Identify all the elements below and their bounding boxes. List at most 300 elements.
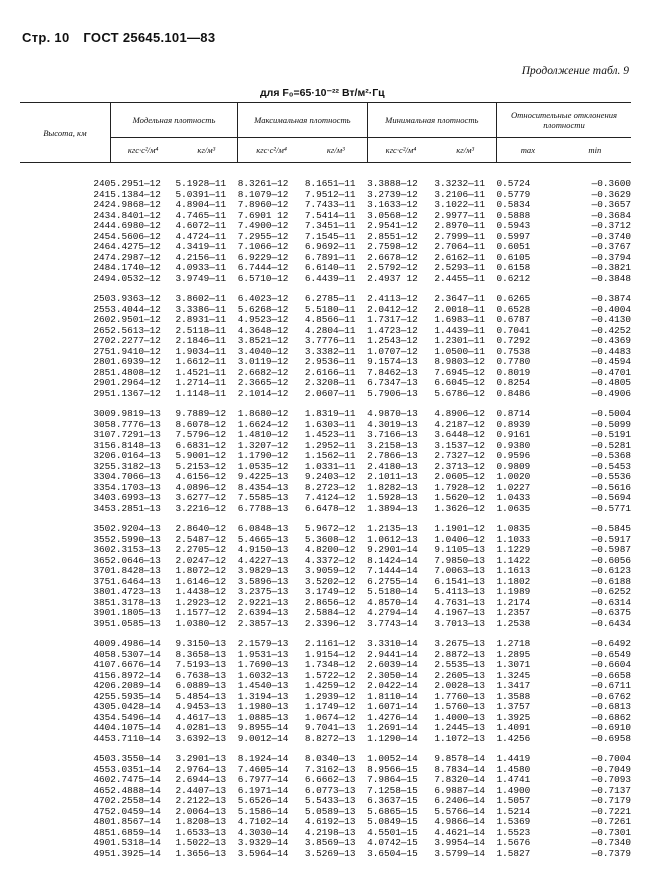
model-kgs-cell: 3.3550—14 xyxy=(110,753,161,764)
max-kg-cell: 7.7433—11 xyxy=(304,199,356,210)
height-cell: 360 xyxy=(93,544,111,555)
rel-max-cell: 0.6158 xyxy=(496,262,531,273)
model-kgs-cell: 2.3153—13 xyxy=(110,544,161,555)
min-kgs-cell: 3.0568—12 xyxy=(367,209,418,221)
model-kgs-cell: 1.3178—13 xyxy=(110,596,161,608)
model-kg-cell: 1.3656—13 xyxy=(175,847,227,859)
table-row xyxy=(20,545,631,556)
model-kgs-cell: 1.1805—13 xyxy=(110,607,161,618)
min-kgs-cell: 4.2794—14 xyxy=(367,607,418,618)
model-kgs-cell: 4.6980—12 xyxy=(110,220,161,231)
table-row xyxy=(20,430,631,441)
model-kgs-cell: 1.6859—14 xyxy=(110,826,161,838)
min-kg-cell: 4.4621—14 xyxy=(434,826,485,838)
max-kg-cell: 4.8200—12 xyxy=(304,544,356,555)
min-kgs-cell: 3.2158—13 xyxy=(367,439,418,451)
min-kgs-cell: 1.7317—12 xyxy=(367,314,418,325)
min-kg-cell: 2.7327—12 xyxy=(434,450,485,461)
table-row xyxy=(20,242,631,253)
height-cell: 470 xyxy=(93,795,111,806)
col-model-header: Модельная плотность xyxy=(110,103,237,138)
rel-min-cell: —0.6658 xyxy=(591,669,631,681)
table-row xyxy=(20,754,631,765)
rel-max-cell: 1.0635 xyxy=(496,502,531,514)
model-kgs-cell: 1.1367—12 xyxy=(110,387,161,399)
model-kgs-cell: 8.7776—13 xyxy=(110,418,161,430)
height-cell: 320 xyxy=(93,450,111,461)
table-row xyxy=(20,179,631,190)
max-kgs-cell: 3.5964—14 xyxy=(237,847,289,859)
model-kgs-cell: 6.8972—14 xyxy=(110,669,161,681)
max-kg-cell: 6.0773—13 xyxy=(304,784,356,796)
model-kgs-cell: 6.2089—14 xyxy=(110,680,161,691)
min-kgs-cell: 3.7166—13 xyxy=(367,429,418,440)
table-row xyxy=(20,493,631,504)
rel-min-cell: —0.3821 xyxy=(591,262,631,273)
model-kgs-cell: 1.0585—13 xyxy=(110,617,161,629)
rel-max-cell: 1.5523 xyxy=(496,826,531,838)
model-kgs-cell: 5.3182—13 xyxy=(110,460,161,472)
height-cell: 249 xyxy=(93,272,111,284)
rel-min-cell: —0.3657 xyxy=(591,199,631,210)
model-kg-cell: 3.6277—12 xyxy=(175,492,227,503)
max-kgs-cell: 6.0848—13 xyxy=(237,523,289,534)
height-cell: 280 xyxy=(93,356,111,367)
model-kg-cell: 4.2156—11 xyxy=(175,251,227,263)
min-kgs-cell: 3.3888—12 xyxy=(367,178,418,189)
model-kg-cell: 2.2122—13 xyxy=(175,795,227,806)
col-max-header: Максимальная плотность xyxy=(238,103,367,138)
model-kgs-cell: 4.1740—12 xyxy=(110,262,161,273)
max-kgs-cell: 1.0885—13 xyxy=(237,711,289,723)
rel-max-cell: 0.5888 xyxy=(496,209,531,221)
rel-max-cell: 0.8939 xyxy=(496,418,531,430)
rel-max-cell: 1.3417 xyxy=(496,680,531,691)
max-kg-cell: 1.2939—12 xyxy=(304,690,356,702)
table-row xyxy=(20,263,631,274)
rel-max-cell: 1.1422 xyxy=(496,554,531,566)
max-kg-cell: 5.5180—11 xyxy=(304,303,356,315)
max-kgs-cell: 6.1971—14 xyxy=(237,784,289,796)
height-cell: 285 xyxy=(93,366,111,378)
max-kgs-cell: 2.6394—13 xyxy=(237,607,289,618)
table-row xyxy=(20,409,631,420)
max-kg-cell: 6.7891—11 xyxy=(304,251,356,263)
max-kg-cell: 5.9672—12 xyxy=(304,523,356,534)
max-kg-cell: 6.4439—11 xyxy=(304,272,356,284)
max-kg-cell: 2.6166—11 xyxy=(304,366,356,378)
height-cell: 450 xyxy=(93,753,111,764)
min-kg-cell: 1.5760—13 xyxy=(434,701,485,712)
table-row xyxy=(20,660,631,671)
model-kg-cell: 4.6156—12 xyxy=(175,471,227,482)
min-kgs-cell: 1.1290—14 xyxy=(367,732,418,744)
model-kg-cell: 2.9764—13 xyxy=(175,763,227,775)
height-cell: 400 xyxy=(93,638,111,649)
model-kgs-cell: 4.4275—12 xyxy=(110,241,161,252)
model-kg-cell: 3.2216—12 xyxy=(175,502,227,514)
height-cell: 390 xyxy=(93,607,111,618)
max-kg-cell: 5.0589—13 xyxy=(304,805,356,817)
model-kg-cell: 9.3150—13 xyxy=(175,638,227,649)
rel-max-cell: 0.6105 xyxy=(496,251,531,263)
height-cell: 248 xyxy=(93,262,111,273)
rel-min-cell: —0.3629 xyxy=(591,188,631,200)
rel-min-cell: —0.7179 xyxy=(591,795,631,806)
height-cell: 430 xyxy=(93,701,111,712)
model-kg-cell: 7.5193—13 xyxy=(175,659,227,670)
rel-min-cell: —0.4252 xyxy=(591,324,631,336)
rel-min-cell: —0.4130 xyxy=(591,314,631,325)
model-kgs-cell: 2.2277—12 xyxy=(110,335,161,346)
rel-min-cell: —0.3874 xyxy=(591,293,631,304)
min-kgs-cell: 7.9864—15 xyxy=(367,774,418,785)
page-number: Стр. 10 xyxy=(22,30,70,45)
max-kgs-cell: 1.6032—13 xyxy=(237,669,289,681)
max-kgs-cell: 7.1066—12 xyxy=(237,241,289,252)
rel-min-cell: —0.7049 xyxy=(591,763,631,775)
rel-max-cell: 1.0433 xyxy=(496,492,531,503)
min-kg-cell: 1.5620—12 xyxy=(434,492,485,503)
rel-min-cell: —0.4906 xyxy=(591,387,631,399)
height-cell: 380 xyxy=(93,586,111,597)
min-kg-cell: 1.2445—13 xyxy=(434,722,485,733)
max-kgs-cell: 7.4605—14 xyxy=(237,763,289,775)
model-kg-cell: 4.0933—11 xyxy=(175,262,227,273)
table-row xyxy=(20,608,631,619)
model-kg-cell: 2.0247—12 xyxy=(175,554,227,566)
rel-min-cell: —0.6252 xyxy=(591,586,631,597)
min-kg-cell: 3.9954—14 xyxy=(434,837,485,848)
model-kgs-cell: 1.4723—13 xyxy=(110,586,161,597)
rel-min-cell: —0.5191 xyxy=(591,429,631,440)
rel-min-cell: —0.6958 xyxy=(591,732,631,744)
height-cell: 260 xyxy=(93,314,111,325)
min-kgs-cell: 4.3019—13 xyxy=(367,418,418,430)
model-kgs-cell: 2.9501—12 xyxy=(110,314,161,325)
rel-max-cell: 0.5834 xyxy=(496,199,531,210)
standard-code: ГОСТ 25645.101—83 xyxy=(83,30,216,45)
min-kg-cell: 1.7760—13 xyxy=(434,690,485,702)
min-kg-cell: 5.4113—13 xyxy=(434,586,485,597)
max-kgs-cell: 9.8955—14 xyxy=(237,722,289,733)
height-cell: 405 xyxy=(93,648,111,660)
model-kg-cell: 4.4724—11 xyxy=(175,230,227,242)
height-cell: 305 xyxy=(93,418,111,430)
model-kg-cell: 4.8904—11 xyxy=(175,199,227,210)
min-kgs-cell: 1.0052—14 xyxy=(367,753,418,764)
min-kgs-cell: 1.0612—13 xyxy=(367,533,418,545)
height-cell: 265 xyxy=(93,324,111,336)
table-row xyxy=(20,734,631,745)
min-kgs-cell: 1.2135—13 xyxy=(367,523,418,534)
max-kg-cell: 7.3451—11 xyxy=(304,220,356,231)
model-kgs-cell: 3.6993—13 xyxy=(110,492,161,503)
min-kgs-cell: 1.2543—12 xyxy=(367,335,418,346)
rel-min-cell: —0.5453 xyxy=(591,460,631,472)
min-kg-cell: 8.7834—14 xyxy=(434,763,485,775)
max-kgs-cell: 6.7788—13 xyxy=(237,502,289,514)
max-kg-cell: 4.3372—12 xyxy=(304,554,356,566)
unit-header: кг/м³ xyxy=(434,138,496,163)
min-kg-cell: 3.7013—13 xyxy=(434,617,485,629)
rel-min-cell: —0.6123 xyxy=(591,565,631,576)
height-cell: 275 xyxy=(93,345,111,357)
model-kg-cell: 3.8602—11 xyxy=(175,293,227,304)
rel-min-cell: —0.4701 xyxy=(591,366,631,378)
rel-max-cell: 1.4580 xyxy=(496,763,531,775)
model-kg-cell: 4.9453—13 xyxy=(175,701,227,712)
model-kg-cell: 1.4438—12 xyxy=(175,586,227,597)
model-kg-cell: 2.5118—11 xyxy=(175,324,227,336)
max-kgs-cell: 8.4354—13 xyxy=(237,481,289,493)
rel-max-cell: 0.7041 xyxy=(496,324,531,336)
max-kg-cell: 4.2804—11 xyxy=(304,324,356,336)
rel-min-cell: —0.3600 xyxy=(591,178,631,189)
min-kg-cell: 2.7999—11 xyxy=(434,230,485,242)
table-subtitle: для F₀=65·10⁻²² Вт/м²·Гц xyxy=(260,87,385,99)
height-cell: 490 xyxy=(93,837,111,848)
min-kgs-cell: 8.1424—14 xyxy=(367,554,418,566)
model-kgs-cell: 2.2558—14 xyxy=(110,795,161,806)
min-kgs-cell: 4.9870—13 xyxy=(367,408,418,419)
model-kgs-cell: 2.0646—13 xyxy=(110,554,161,566)
max-kg-cell: 3.8569—13 xyxy=(304,837,356,848)
max-kg-cell: 2.3208—11 xyxy=(304,377,356,388)
min-kg-cell: 2.8872—13 xyxy=(434,648,485,660)
rel-max-cell: 1.4900 xyxy=(496,784,531,796)
height-cell: 300 xyxy=(93,408,111,419)
max-kgs-cell: 1.0535—12 xyxy=(237,460,289,472)
max-kg-cell: 1.0674—12 xyxy=(304,711,356,723)
rel-max-cell: 0.8714 xyxy=(496,408,531,419)
min-kgs-cell: 2.7598—12 xyxy=(367,241,418,252)
rel-min-cell: —0.7340 xyxy=(591,837,631,848)
model-kg-cell: 6.0889—13 xyxy=(175,680,227,691)
height-cell: 495 xyxy=(93,847,111,859)
min-kgs-cell: 3.7743—14 xyxy=(367,617,418,629)
rel-max-cell: 0.8486 xyxy=(496,387,531,399)
unit-header: кгс·с²/м⁴ xyxy=(238,138,305,163)
table-row xyxy=(20,681,631,692)
min-kg-cell: 1.1901—12 xyxy=(434,523,485,534)
max-kg-cell: 4.8566—11 xyxy=(304,314,356,325)
min-kg-cell: 5.5766—14 xyxy=(434,805,485,817)
model-kg-cell: 1.6612—11 xyxy=(175,356,227,367)
min-kg-cell: 7.8320—14 xyxy=(434,774,485,785)
height-cell: 480 xyxy=(93,816,111,827)
model-kgs-cell: 4.5496—14 xyxy=(110,711,161,723)
model-kg-cell: 2.4407—13 xyxy=(175,784,227,796)
min-kg-cell: 4.7631—13 xyxy=(434,596,485,608)
max-kgs-cell: 2.3665—12 xyxy=(237,377,289,388)
min-kg-cell: 2.0018—11 xyxy=(434,303,485,315)
model-kgs-cell: 5.5935—14 xyxy=(110,690,161,702)
height-cell: 310 xyxy=(93,429,111,440)
table-row xyxy=(20,451,631,462)
height-cell: 242 xyxy=(93,199,111,210)
max-kg-cell: 3.5202—12 xyxy=(304,575,356,587)
model-kgs-cell: 3.0351—14 xyxy=(110,763,161,775)
model-kg-cell: 2.1846—11 xyxy=(175,335,227,346)
height-cell: 340 xyxy=(93,492,111,503)
min-kgs-cell: 1.2691—14 xyxy=(367,722,418,733)
rel-min-cell: —0.5616 xyxy=(591,481,631,493)
model-kg-cell: 8.6078—12 xyxy=(175,418,227,430)
max-kgs-cell: 5.6526—14 xyxy=(237,795,289,806)
model-kgs-cell: 2.5990—13 xyxy=(110,533,161,545)
min-kgs-cell: 2.6039—14 xyxy=(367,659,418,670)
rel-min-cell: —0.3684 xyxy=(591,209,631,221)
rel-min-cell: —0.4483 xyxy=(591,345,631,357)
model-kgs-cell: 8.5307—14 xyxy=(110,648,161,660)
max-kg-cell: 2.3396—12 xyxy=(304,617,356,629)
max-kg-cell: 1.4523—11 xyxy=(304,429,356,440)
table-row xyxy=(20,723,631,734)
rel-max-cell: 1.0835 xyxy=(496,523,531,534)
rel-max-cell: 0.7780 xyxy=(496,356,531,367)
height-cell: 247 xyxy=(93,251,111,263)
rel-min-cell: —0.7261 xyxy=(591,816,631,827)
min-kg-cell: 1.6983—11 xyxy=(434,314,485,325)
min-kgs-cell: 9.2901—14 xyxy=(367,544,418,555)
max-kgs-cell: 3.0119—12 xyxy=(237,356,289,367)
rel-max-cell: 1.1229 xyxy=(496,544,531,555)
max-kgs-cell: 7.5585—13 xyxy=(237,492,289,503)
max-kgs-cell: 3.8521—12 xyxy=(237,335,289,346)
model-kg-cell: 3.6392—13 xyxy=(175,732,227,744)
model-kgs-cell: 4.1703—13 xyxy=(110,481,161,493)
min-kg-cell: 7.0063—13 xyxy=(434,565,485,576)
height-cell: 485 xyxy=(93,826,111,838)
rel-min-cell: —0.6762 xyxy=(591,690,631,702)
rel-min-cell: —0.5771 xyxy=(591,502,631,514)
rel-min-cell: —0.5099 xyxy=(591,418,631,430)
table-body xyxy=(20,163,631,860)
max-kgs-cell: 6.7977—14 xyxy=(237,774,289,785)
rel-min-cell: —0.6314 xyxy=(591,596,631,608)
min-kg-cell: 3.1022—11 xyxy=(434,199,485,210)
max-kgs-cell: 6.5710—12 xyxy=(237,272,289,284)
max-kg-cell: 1.7348—12 xyxy=(304,659,356,670)
rel-max-cell: 1.4256 xyxy=(496,732,531,744)
model-kgs-cell: 4.9868—12 xyxy=(110,199,161,210)
min-kg-cell: 4.1967—13 xyxy=(434,607,485,618)
min-kgs-cell: 6.7347—13 xyxy=(367,377,418,388)
height-cell: 395 xyxy=(93,617,111,629)
min-kgs-cell: 2.4180—13 xyxy=(367,460,418,472)
model-kg-cell: 2.6944—13 xyxy=(175,774,227,785)
max-kgs-cell: 4.3648—12 xyxy=(237,324,289,336)
max-kgs-cell: 7.8960—12 xyxy=(237,199,289,210)
model-kg-cell: 5.1928—11 xyxy=(175,178,227,189)
max-kgs-cell: 3.2375—13 xyxy=(237,586,289,597)
model-kgs-cell: 6.0164—13 xyxy=(110,450,161,461)
min-kgs-cell: 3.1633—12 xyxy=(367,199,418,210)
height-cell: 475 xyxy=(93,805,111,817)
max-kg-cell: 7.4124—12 xyxy=(304,492,356,503)
rel-min-cell: —0.7004 xyxy=(591,753,631,764)
model-kgs-cell: 1.8428—13 xyxy=(110,565,161,576)
rel-min-cell: —0.6188 xyxy=(591,575,631,587)
rel-max-cell: 1.3245 xyxy=(496,669,531,681)
min-kg-cell: 2.3713—12 xyxy=(434,460,485,472)
rel-min-cell: —0.5987 xyxy=(591,544,631,555)
max-kgs-cell: 3.5896—13 xyxy=(237,575,289,587)
rel-min-cell: —0.6711 xyxy=(591,680,631,691)
table-row xyxy=(20,200,631,211)
height-cell: 420 xyxy=(93,680,111,691)
model-kgs-cell: 1.3925—14 xyxy=(110,847,161,859)
min-kg-cell: 3.2675—13 xyxy=(434,638,485,649)
min-kgs-cell: 3.6504—15 xyxy=(367,847,418,859)
min-kg-cell: 6.2406—14 xyxy=(434,795,485,806)
table-row xyxy=(20,775,631,786)
table-row xyxy=(20,294,631,305)
min-kg-cell: 2.3647—11 xyxy=(434,293,485,304)
max-kg-cell: 6.6662—13 xyxy=(304,774,356,785)
min-kgs-cell: 2.9541—12 xyxy=(367,220,418,231)
rel-max-cell: 0.5943 xyxy=(496,220,531,231)
model-kgs-cell: 2.0459—14 xyxy=(110,805,161,817)
max-kg-cell: 8.0340—13 xyxy=(304,753,356,764)
min-kg-cell: 8.9803—12 xyxy=(434,356,485,367)
unit-header: кг/м³ xyxy=(305,138,367,163)
max-kgs-cell: 2.9221—13 xyxy=(237,596,289,608)
min-kgs-cell: 4.5501—15 xyxy=(367,826,418,838)
model-kgs-cell: 7.7291—13 xyxy=(110,429,161,440)
rel-max-cell: 1.5214 xyxy=(496,805,531,817)
rel-max-cell: 1.5369 xyxy=(496,816,531,827)
max-kgs-cell: 1.4540—13 xyxy=(237,680,289,691)
height-cell: 295 xyxy=(93,387,111,399)
model-kg-cell: 7.5796—12 xyxy=(175,429,227,440)
min-kg-cell: 3.5799—14 xyxy=(434,847,485,859)
model-kgs-cell: 4.0532—12 xyxy=(110,272,161,284)
height-cell: 440 xyxy=(93,722,111,733)
model-kg-cell: 1.4521—11 xyxy=(175,366,227,378)
min-kgs-cell: 7.8462—13 xyxy=(367,366,418,378)
height-cell: 244 xyxy=(93,220,111,231)
rel-max-cell: 0.8254 xyxy=(496,377,531,388)
model-kg-cell: 5.4854—13 xyxy=(175,690,227,702)
min-kgs-cell: 6.2755—14 xyxy=(367,575,418,587)
model-kgs-cell: 2.5613—12 xyxy=(110,324,161,336)
model-kgs-cell: 2.9204—13 xyxy=(110,523,161,534)
min-kgs-cell: 9.1574—13 xyxy=(367,356,418,367)
model-kgs-cell: 4.1075—14 xyxy=(110,722,161,733)
max-kg-cell: 1.0331—11 xyxy=(304,460,356,472)
model-kgs-cell: 1.4808—12 xyxy=(110,366,161,378)
max-kgs-cell: 4.3030—14 xyxy=(237,826,289,838)
height-cell: 325 xyxy=(93,460,111,472)
table-row xyxy=(20,849,631,860)
rel-max-cell: 1.0227 xyxy=(496,481,531,493)
model-kgs-cell: 4.5606—12 xyxy=(110,230,161,242)
table-row xyxy=(20,274,631,285)
rel-max-cell: 1.2174 xyxy=(496,596,531,608)
max-kgs-cell: 4.4227—13 xyxy=(237,554,289,566)
max-kg-cell: 1.5722—12 xyxy=(304,669,356,681)
max-kgs-cell: 7.2955—12 xyxy=(237,230,289,242)
max-kgs-cell: 5.6268—12 xyxy=(237,303,289,315)
table-row xyxy=(20,817,631,828)
max-kgs-cell: 7.4900—12 xyxy=(237,220,289,231)
min-kgs-cell: 1.4723—12 xyxy=(367,324,418,336)
table-row xyxy=(20,315,631,326)
max-kg-cell: 1.1562—11 xyxy=(304,450,356,461)
model-kg-cell: 3.2901—13 xyxy=(175,753,227,764)
